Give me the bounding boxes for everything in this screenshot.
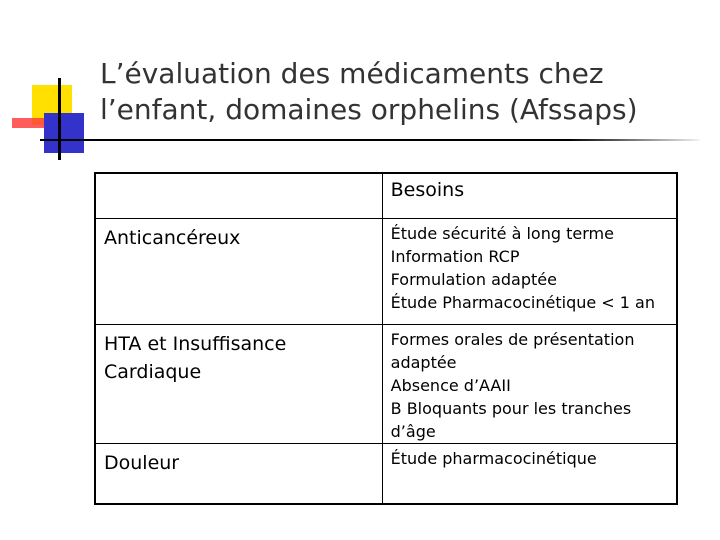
need-item: Absence d’AAII [390, 376, 511, 395]
needs-cell [382, 325, 677, 444]
domain-cell [95, 325, 382, 444]
table-header-row [95, 173, 677, 219]
slide-title [100, 56, 700, 128]
needs-table [94, 172, 678, 505]
need-item: adaptée [390, 353, 457, 372]
needs-list [383, 444, 676, 470]
table-row [95, 444, 677, 504]
need-item: Formes orales de présentation [390, 330, 635, 349]
need-item: Étude Pharmacocinétique < 1 an [390, 293, 655, 312]
needs-list [383, 325, 676, 443]
needs-list [383, 219, 676, 314]
slide-title-line-2: l’enfant, domaines orphelins (Afssaps) [100, 93, 638, 126]
title-horizontal-rule [40, 139, 700, 141]
domain-label-line: HTA et Insuffisance [104, 333, 287, 355]
table-row [95, 325, 677, 444]
need-item: Information RCP [390, 247, 520, 266]
needs-cell [382, 219, 677, 325]
need-item: Étude sécurité à long terme [390, 224, 614, 243]
header-cell-empty [95, 173, 382, 219]
title-vertical-rule [58, 78, 61, 160]
need-item: B Bloquants pour les tranches [390, 399, 632, 418]
domain-label: Anticancéreux [104, 227, 241, 249]
header-cell-besoins [382, 173, 677, 219]
need-item: Étude pharmacocinétique [390, 449, 597, 468]
header-besoins-label: Besoins [390, 179, 465, 201]
need-item: d’âge [390, 422, 436, 441]
domain-label: Douleur [104, 452, 180, 474]
domain-cell [95, 444, 382, 504]
domain-cell [95, 219, 382, 325]
needs-cell [382, 444, 677, 504]
logo-square-blue [44, 113, 84, 153]
need-item: Formulation adaptée [390, 270, 557, 289]
slide-title-line-1: L’évaluation des médicaments chez [100, 57, 604, 90]
domain-label-line: Cardiaque [104, 361, 202, 383]
domain-label [96, 325, 382, 386]
table-row [95, 219, 677, 325]
